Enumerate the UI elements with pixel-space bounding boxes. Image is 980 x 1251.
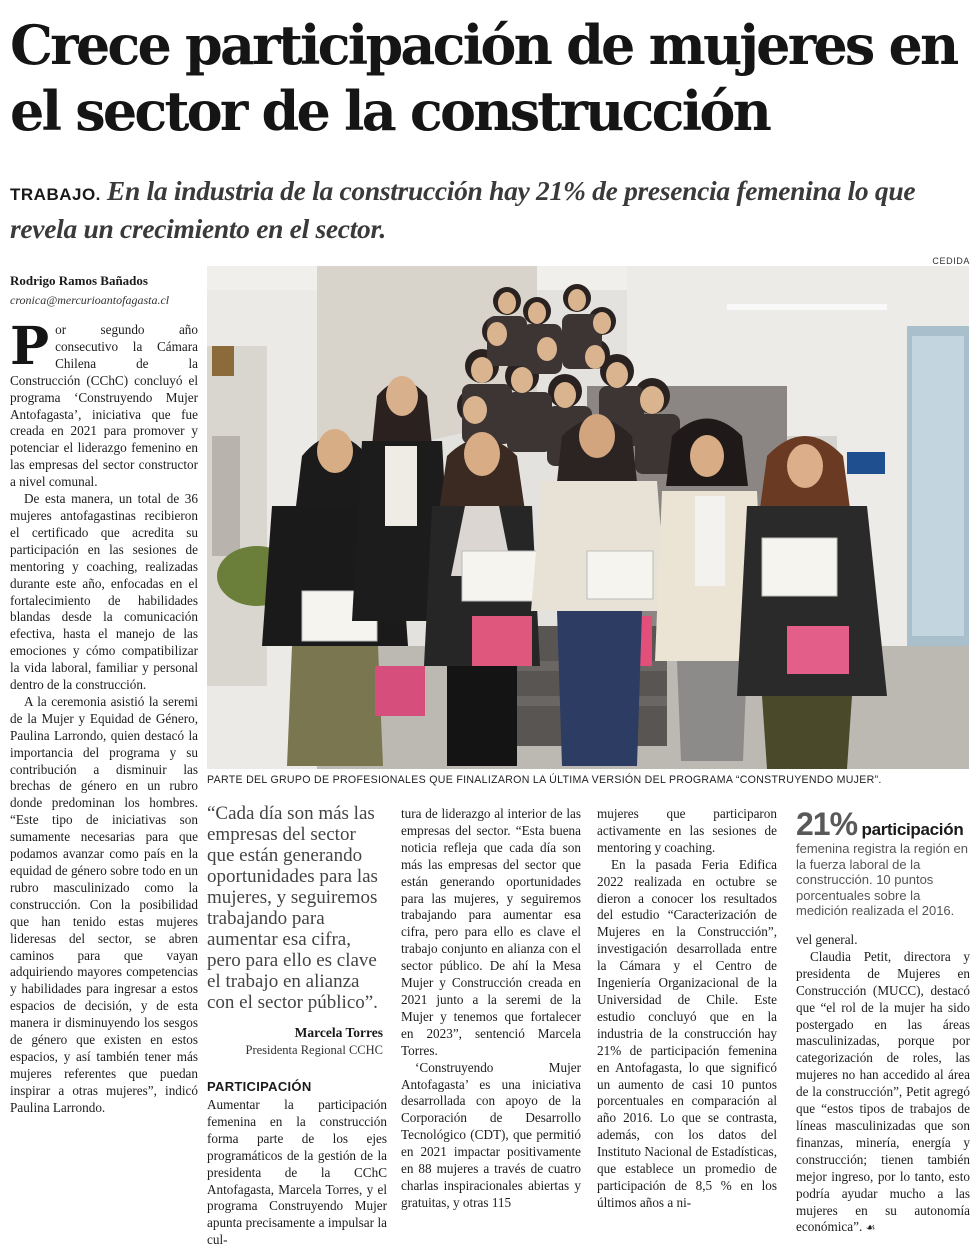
end-mark-icon: ☙ (865, 1221, 876, 1235)
stat-value: 21% (796, 806, 858, 842)
byline (10, 273, 200, 308)
paragraph (10, 316, 198, 491)
pull-quote: “Cada día son más las empresas del sector que están generando oportunidades para las mujeres, y seguiremos trabajando para aumentar esa cifra, pero para ello es clave el trabajo en alianza con el sector público”. (207, 803, 378, 1013)
body-column-2 (207, 1097, 387, 1249)
group-photo (207, 266, 969, 769)
stat-label: participación (861, 820, 964, 839)
photo-credit: CEDIDA (932, 256, 970, 266)
photo-caption: PARTE DEL GRUPO DE PROFESIONALES QUE FINALIZARON LA ÚLTIMA VERSIÓN DEL PROGRAMA “CONSTRUYENDO MUJER”. (207, 774, 882, 786)
subheadline (10, 174, 970, 246)
paragraph: tura de liderazgo al interior de las empresas del sector. “Esta buena noticia refleja que cada día son más las empresas del sector que están generando oportunidades para las mujeres, y seguiremos trabajando para aumentar esa cifra, pero para ello es clave el trabajo conjunto en alianza con el sector público. De ahí la Mesa Mujer y Construcción creada en 2021 junto a la seremi de la Mujer y tenemos que fortalecer en 2023”, sentenció Marcela Torres. (401, 806, 581, 1058)
pull-quote-name: Marcela Torres (294, 1025, 383, 1040)
subheadline-text: En la industria de la construcción hay 21% de presencia femenina lo que revela un crecimiento en el sector. (10, 175, 916, 244)
pull-quote-role: Presidenta Regional CCHC (245, 1043, 383, 1057)
group-photo-illustration (207, 266, 969, 769)
paragraph: En la pasada Feria Edifica 2022 realizada en octubre se dieron a conocer los resultados del estudio “Caracterización de Mujeres en la Construcción”, investigación desarrollada entre la Cámara y el Centro de Ingeniería Organizacional de la Universidad de Chile. Este estudio concluyó que en la industria de la construcción hay 21% de participación femenina en Antofagasta, lo que significó un aumento de casi 10 puntos porcentuales en comparación al año 2016. Lo que se contrasta, además, con los datos del Instituto Nacional de Estadísticas, que establece un promedio de participación de 8,5 % en los últimos años a ni- (597, 856, 777, 1210)
paragraph: mujeres que participaron activamente en las sesiones de mentoring y coaching. (597, 806, 777, 855)
paragraph: Aumentar la participación femenina en la construcción forma parte de los ejes programáticos de la gestión de la presidenta de la CChC Antofagasta, Marcela Torres, y el programa Construyendo Mujer apunta precisamente a impulsar la cul- (207, 1097, 387, 1248)
paragraph (796, 949, 970, 1237)
section-tag: TRABAJO. (10, 185, 101, 204)
author-name: Rodrigo Ramos Bañados (10, 273, 148, 288)
paragraph: De esta manera, un total de 36 mujeres antofagastinas recibieron el certificado que acredita su participación en las sesiones de mentoring y coaching, realizadas durante este año, enfocadas en el fortalecimiento de habilidades blandas desde la comunicación efectiva, hasta el manejo de las emociones y cómo compatibilizar la vida laboral, familiar y personal dentro de la construcción. (10, 491, 198, 693)
body-column-1 (10, 316, 198, 1117)
stat-box (796, 806, 970, 843)
paragraph-text: or segundo año consecutivo la Cámara Chilena de la Construcción (CChC) concluyó el programa ‘Construyendo Mujer Antofagasta’, iniciativa que fue creada en 2021 para promover y potenciar el liderazgo femenino en las empresas del sector constructor a nivel comunal. (10, 322, 198, 490)
author-email: cronica@mercurioantofagasta.cl (10, 293, 170, 307)
paragraph: ‘Construyendo Mujer Antofagasta’ es una iniciativa desarrollada con apoyo de la Corporación de Desarrollo Tecnológico (CDT), que permitió en 2021 impactar positivamente en 88 mujeres a través de cuatro charlas inspiracionales abiertas y gratuitas, y otras 115 (401, 1059, 581, 1210)
paragraph: A la ceremonia asistió la seremi de la Mujer y Equidad de Género, Paulina Larrondo, quien destacó la importancia del programa y su contribución a disminuir las brechas de género en un rubro donde predominan los hombres. “Este tipo de iniciativas son sumamente necesarias para que podamos avanzar como país en la equidad de género sobre todo en un rubro masculinizado como la construcción. Con la posibilidad que han tenido estas mujeres lideresas del sector, se abren caminos para que vayan adquiriendo mayores competencias y habilidades para ingresar a estos espacios de decisión, y de esta manera ir disminuyendo los sesgos de género que existen en estos espacios, y así también tener más mujeres referentes que puedan inspirar a otras mujeres”, indicó Paulina Larrondo. (10, 693, 198, 1115)
paragraph-text: Claudia Petit, directora y presidenta de Mujeres en Construcción (MUCC), destacó que “el rol de la mujer ha sido postergado en las áreas masculinizadas, porque por categorización de roles, las mujeres no han accedido al área de la construcción”, Petit agregó que “estos tipos de trabajos de líneas masculinizadas que son finanzas, minería, energía y construcción; tienen también mejor ingreso, por lo tanto, esto podría ayudar mucho a las mujeres en su autonomía económica”. (796, 948, 970, 1235)
stat-description: femenina registra la región en la fuerza laboral de la construcción. 10 puntos porcentuales sobre la medición realizada el 2016. (796, 841, 968, 918)
body-column-4 (597, 806, 777, 1212)
drop-cap: P (10, 316, 50, 377)
body-column-5 (796, 932, 970, 1237)
headline: Crece participación de mujeres en el sector de la construcción (10, 13, 957, 143)
body-column-3 (401, 806, 581, 1212)
paragraph: vel general. (796, 932, 858, 947)
section-heading: PARTICIPACIÓN (207, 1079, 312, 1094)
